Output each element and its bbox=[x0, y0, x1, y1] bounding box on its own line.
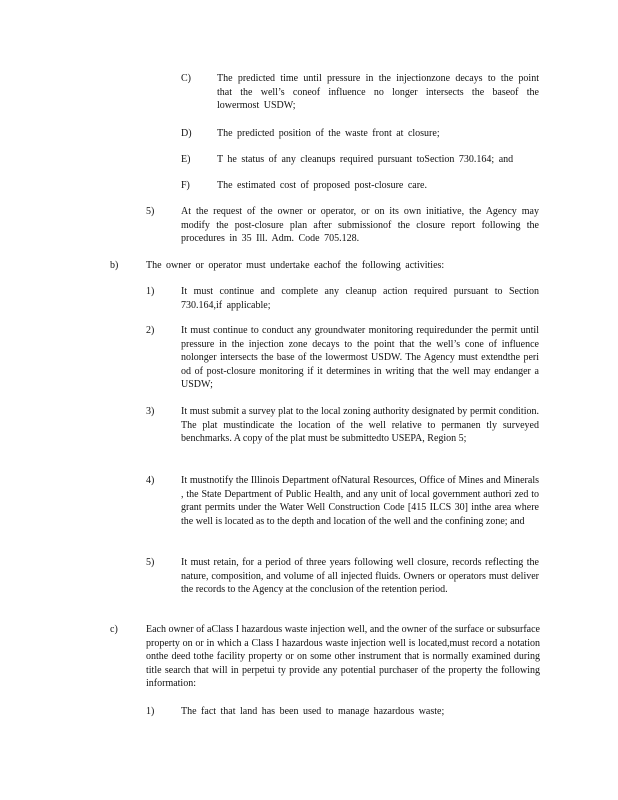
item-label: 1) bbox=[146, 286, 155, 297]
item-label: F) bbox=[181, 180, 190, 191]
item-label: 4) bbox=[146, 475, 155, 486]
item-label: C) bbox=[181, 73, 191, 84]
item-text: It must submit a survey plat to the local zoning authority designated by permit condition. The plat mustindicate the location of the well relative to permanen tly surveyed benchmarks. A copy of the plat must be submittedto USEPA, Region 5; bbox=[181, 406, 539, 444]
item-label: 5) bbox=[146, 557, 155, 568]
item-text: Each owner of aClass I hazardous waste injection well, and the owner of the surface or subsurface property on or in which a Class I hazardous waste injection well is located,must record a notation onthe deed tothe facility property or on some other instrument that is normally examined during title search that will in perpetui ty provide any potential purchaser of the property the following information: bbox=[146, 624, 540, 689]
item-label: 3) bbox=[146, 406, 155, 417]
item-label: b) bbox=[110, 260, 119, 271]
item-text: At the request of the owner or operator, or on its own initiative, the Agency may modify the post-closure plan after submissionof the closure report following the procedures in 35 Ill. Adm. Code 705.128. bbox=[181, 206, 539, 244]
item-text: It must continue to conduct any groundwater monitoring requiredunder the permit until pressure in the injection zone decays to the point that the well’s cone of influence nolonger intersects the base of the lowermost USDW. The Agency must extendthe peri od of post-closure monitoring if it determines in writing that the well may endanger a USDW; bbox=[181, 325, 539, 390]
item-label: E) bbox=[181, 154, 191, 165]
item-label: 2) bbox=[146, 325, 155, 336]
item-text: The fact that land has been used to manage hazardous waste; bbox=[181, 706, 445, 717]
item-text: The estimated cost of proposed post-closure care. bbox=[217, 180, 427, 191]
item-text: The predicted time until pressure in the injectionzone decays to the point that the well’s coneof influence no longer intersects the baseof the lowermost USDW; bbox=[217, 73, 539, 111]
item-label: D) bbox=[181, 128, 192, 139]
item-label: c) bbox=[110, 624, 118, 635]
item-text: T he status of any cleanups required pursuant toSection 730.164; and bbox=[217, 154, 514, 165]
item-text: The owner or operator must undertake eachof the following activities: bbox=[146, 260, 445, 271]
item-text: The predicted position of the waste front at closure; bbox=[217, 128, 440, 139]
item-text: It must continue and complete any cleanup action required pursuant to Section 730.164,if applicable; bbox=[181, 286, 539, 311]
item-label: 5) bbox=[146, 206, 155, 217]
item-text: It mustnotify the Illinois Department ofNatural Resources, Office of Mines and Minerals , the State Department of Public Health, and any unit of local government authori zed to grant permits under the Water Well Construction Code [415 ILCS 30] inthe area where the well is located as to the depth and location of the well and the confining zone; and bbox=[181, 475, 539, 527]
item-text: It must retain, for a period of three years following well closure, records reflecting the nature, composition, and volume of all injected fluids. Owners or operators must deliver the records to the Agency at the conclusion of the retention period. bbox=[181, 557, 539, 595]
item-label: 1) bbox=[146, 706, 155, 717]
